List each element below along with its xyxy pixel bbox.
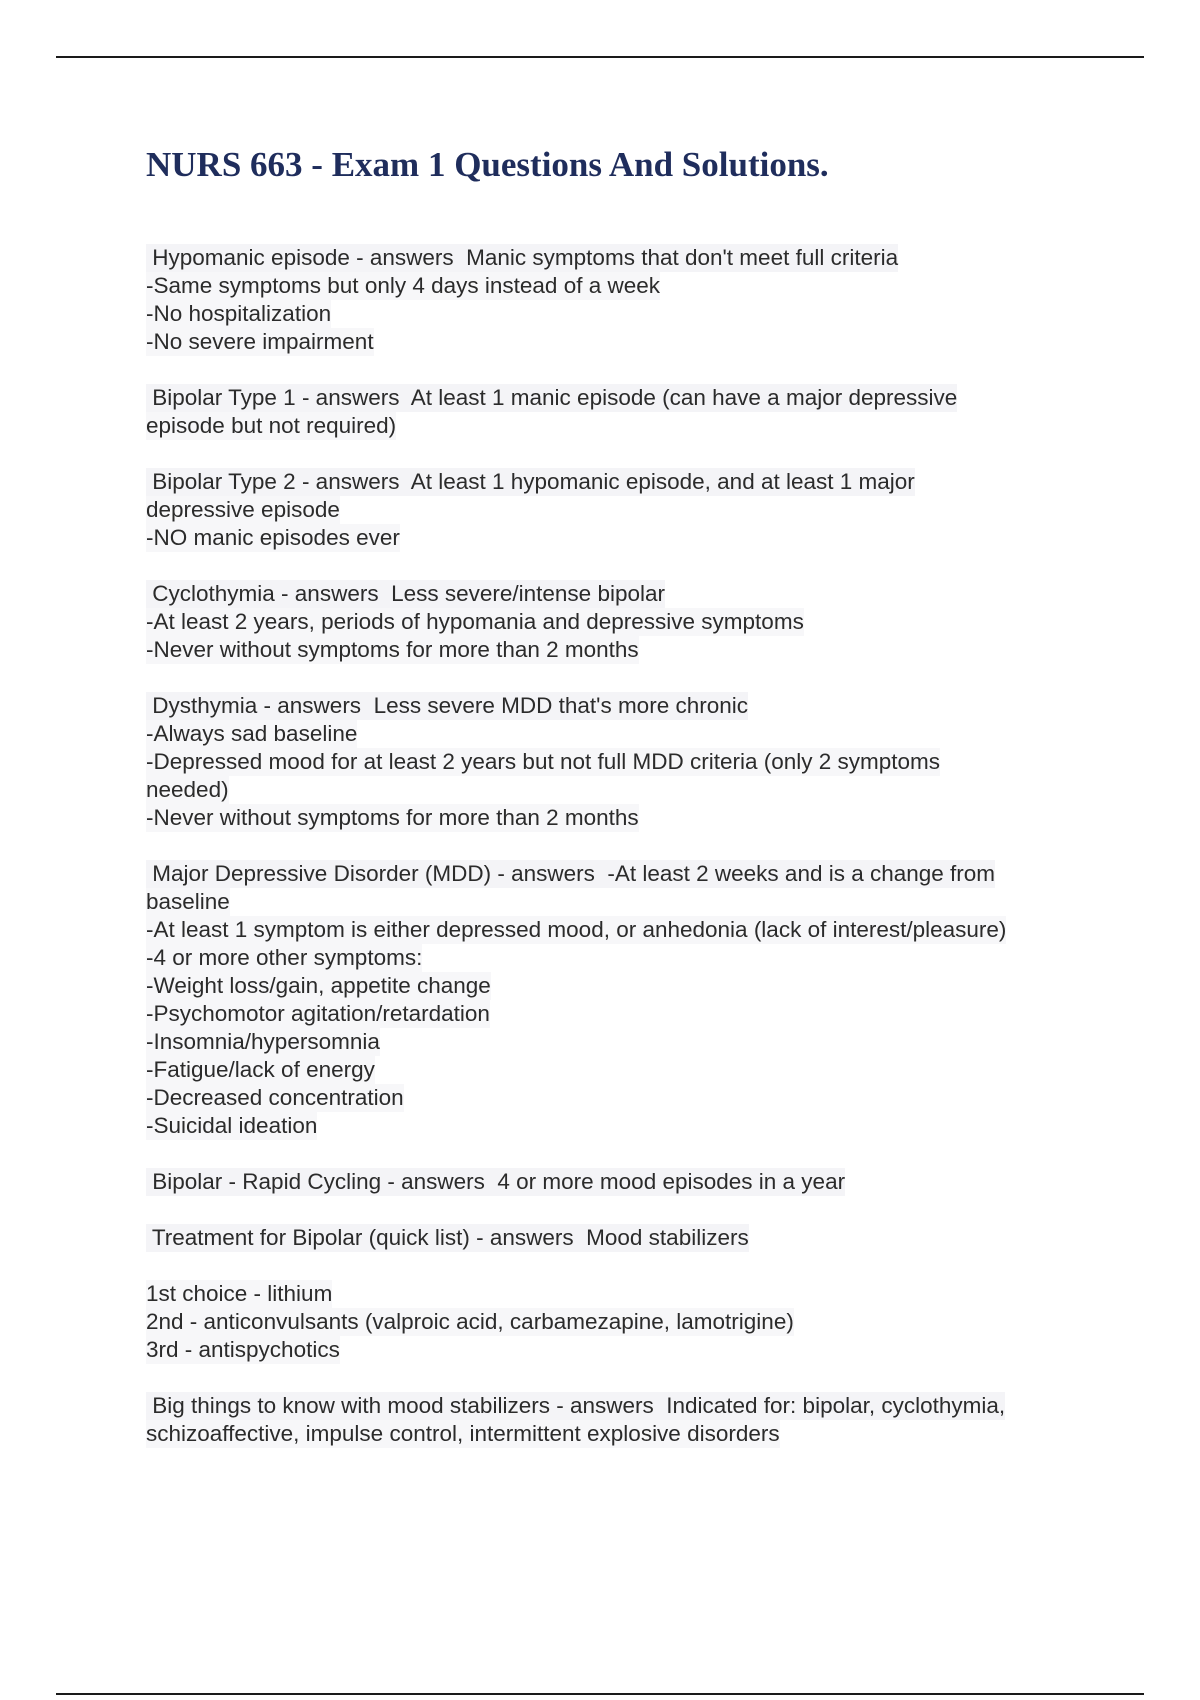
qa-answer-line: schizoaffective, impulse control, intermittent explosive disorders (146, 1421, 780, 1446)
qa-answer-line: baseline (146, 889, 230, 914)
document-title: NURS 663 - Exam 1 Questions And Solutions. (146, 145, 829, 184)
qa-entry (146, 1168, 1076, 1196)
qa-answer-line: -No hospitalization (146, 301, 332, 326)
qa-answer-line: -4 or more other symptoms: (146, 945, 423, 970)
qa-answer-line: -Psychomotor agitation/retardation (146, 1001, 490, 1026)
qa-answer-line: -Suicidal ideation (146, 1113, 318, 1138)
qa-question-line: Cyclothymia - answers Less severe/intense bipolar (146, 580, 665, 608)
qa-answer-line: -Depressed mood for at least 2 years but not full MDD criteria (only 2 symptoms (146, 749, 941, 774)
qa-entry (146, 244, 1076, 356)
qa-answer-line: -Always sad baseline (146, 721, 358, 746)
qa-question-line: Bipolar - Rapid Cycling - answers 4 or more mood episodes in a year (146, 1168, 845, 1196)
qa-answer-line: -Never without symptoms for more than 2 months (146, 637, 639, 662)
qa-question-line: Big things to know with mood stabilizers - answers Indicated for: bipolar, cyclothymia, (146, 1392, 1005, 1420)
qa-answer-line: -Never without symptoms for more than 2 months (146, 805, 639, 830)
qa-answer-line: 2nd - anticonvulsants (valproic acid, carbamezapine, lamotrigine) (146, 1309, 794, 1334)
qa-entry (146, 580, 1076, 664)
qa-answer-line: -At least 1 symptom is either depressed mood, or anhedonia (lack of interest/pleasure) (146, 917, 1007, 942)
qa-answer-line: -Fatigue/lack of energy (146, 1057, 375, 1082)
qa-answer-line: episode but not required) (146, 413, 397, 438)
qa-entry (146, 692, 1076, 832)
bottom-rule (56, 1693, 1144, 1695)
qa-question-line: Bipolar Type 1 - answers At least 1 manic episode (can have a major depressive (146, 384, 957, 412)
qa-answer-line: 3rd - antispychotics (146, 1337, 340, 1362)
qa-answer-line: -Insomnia/hypersomnia (146, 1029, 380, 1054)
qa-answer-line: depressive episode (146, 497, 340, 522)
qa-entry (146, 468, 1076, 552)
qa-answer-line: -NO manic episodes ever (146, 525, 400, 550)
qa-list (146, 244, 1076, 1476)
qa-answer-line: 1st choice - lithium (146, 1281, 333, 1306)
qa-entry (146, 1392, 1076, 1448)
qa-question-line: Treatment for Bipolar (quick list) - answers Mood stabilizers (146, 1224, 749, 1252)
qa-answer-line: needed) (146, 777, 229, 802)
qa-entry (146, 860, 1076, 1140)
qa-question-line: Bipolar Type 2 - answers At least 1 hypomanic episode, and at least 1 major (146, 468, 915, 496)
qa-entry (146, 384, 1076, 440)
qa-answer-line: -Decreased concentration (146, 1085, 404, 1110)
qa-answer-line: -Same symptoms but only 4 days instead of a week (146, 273, 660, 298)
qa-answer-line: -No severe impairment (146, 329, 374, 354)
qa-question-line: Major Depressive Disorder (MDD) - answers -At least 2 weeks and is a change from (146, 860, 995, 888)
top-rule (56, 56, 1144, 58)
qa-answer-line: -At least 2 years, periods of hypomania and depressive symptoms (146, 609, 804, 634)
qa-blank-line (146, 1252, 1076, 1280)
qa-entry (146, 1224, 1076, 1364)
qa-question-line: Dysthymia - answers Less severe MDD that's more chronic (146, 692, 748, 720)
qa-question-line: Hypomanic episode - answers Manic symptoms that don't meet full criteria (146, 244, 898, 272)
qa-answer-line: -Weight loss/gain, appetite change (146, 973, 491, 998)
